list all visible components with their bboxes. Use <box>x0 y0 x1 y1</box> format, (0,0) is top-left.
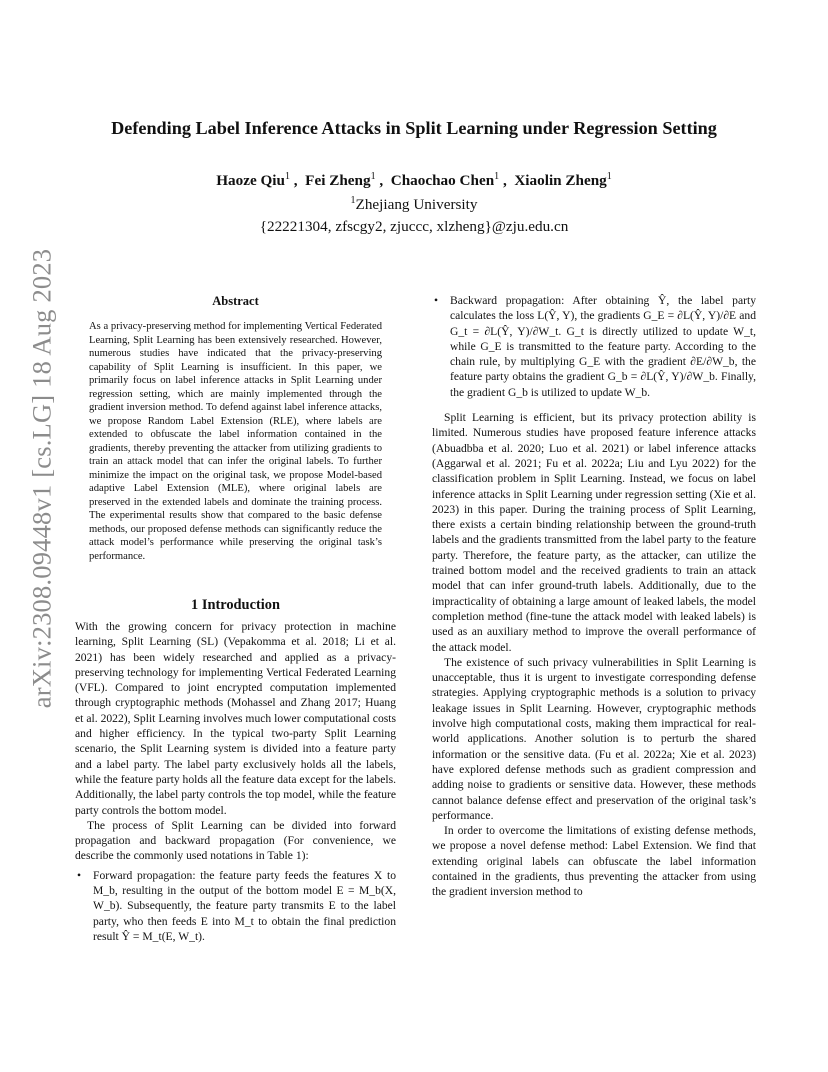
author-name: Xiaolin Zheng <box>514 172 607 190</box>
affiliation <box>80 195 748 214</box>
bullet-icon: • <box>434 294 439 307</box>
abstract-heading: Abstract <box>212 294 259 308</box>
author-affil-mark: 1 <box>606 171 612 182</box>
paper-title: Defending Label Inference Attacks in Split Learning under Regression Setting <box>111 118 717 138</box>
author-affil-mark: 1 <box>494 171 500 182</box>
author-list: Haoze Qiu$^1$ , Fei Zheng$^1$ , Chaochao Chen$^1$ , Xiaolin Zheng$^1$ <box>216 171 612 190</box>
author-emails: {22221304, zfscgy2, zjuccc, xlzheng}@zju.edu.cn <box>259 218 569 235</box>
bullet-backward-text: Backward propagation: After obtaining Ŷ, the label party calculates the loss L(Ŷ, Y), the gradients G_E = ∂L(Ŷ, Y)/∂E and G_t = ∂L(Ŷ, Y)/∂W_t. G_t is directly utilized to update W_t, while G_E is transmitted to the feature party. According to the chain rule, by multiplying G_E with the gradient ∂E/∂W_b, the feature party obtains the gradient G_b = ∂L(Ŷ, Y)/∂W_b. Finally, the gradient G_b is utilized to update W_b. <box>450 294 756 399</box>
section-heading-introduction: 1 Introduction <box>191 597 280 613</box>
author-name: Fei Zheng <box>305 172 371 190</box>
intro-paragraph-5: In order to overcome the limitations of existing defense methods, we propose a novel defense method: Label Extension. We find that extending original labels can obfuscate the label information contained in the gradients, thus preventing the attacker from using the gradient inversion method to <box>432 824 756 899</box>
author-name: Chaochao Chen <box>390 172 495 190</box>
intro-paragraph-3: Split Learning is efficient, but its privacy protection ability is limited. Numerous studies have proposed feature inference attacks (Abuadbba et al. 2020; Luo et al. 2021) or label inference attacks (Aggarwal et al. 2021; Fu et al. 2022a; Liu and Lyu 2022) for the classification problem in Split Learning. Instead, we focus on label inference attacks in Split Learning under regression setting (Xie et al. 2023) in this paper. During the training process of Split Learning, there exists a certain binding relationship between the ground-truth labels and the gradients transmitted from the label party to the feature party. Therefore, the feature party, as the attacker, can utilize the trained bottom model and the received gradients to train an attack model that can infer ground-truth labels. Additionally, due to the impracticality of obtaining a large amount of leaked labels, the model completion method (fine-tune the attack model with leaked labels) is used as an auxiliary method to improve the overall performance of the attack model. <box>432 411 756 654</box>
author-name: Haoze Qiu <box>216 172 285 190</box>
right-column-body <box>432 293 756 900</box>
bullet-backward-propagation <box>432 293 756 400</box>
affiliation-mark: 1 <box>350 195 356 206</box>
arxiv-identifier-text: arXiv:2308.09448v1 [cs.LG] 18 Aug 2023 <box>26 248 57 708</box>
intro-paragraph-2: The process of Split Learning can be divided into forward propagation and backward propagation (For convenience, we describe the commonly used notations in Table 1): <box>75 818 396 863</box>
bullet-icon: • <box>77 868 82 882</box>
abstract-text: As a privacy-preserving method for implementing Vertical Federated Learning, Split Learning has been extensively researched. However, numerous studies have indicated that the privacy-preserving capability of Split Learning is insufficient. In this paper, we primarily focus on label inference attacks in Split Learning under regression setting, which are mainly implemented through the gradient inversion method. To defend against label inference attacks, we propose Random Label Extension (RLE), where labels are extended to obfuscate the label information contained in the gradients, thereby preventing the attacker from utilizing gradients to train an attack model that can infer the original labels. To further minimize the impact on the original task, we propose Model-based adaptive Label Extension (MLE), where original labels are preserved in the extended labels and dominate the training process. The experimental results show that compared to the basic defense methods, our proposed defense methods can significantly reduce the attack model’s performance while preserving the original task’s performance. <box>89 321 382 562</box>
bullet-forward-propagation <box>75 868 396 944</box>
intro-paragraph-4: The existence of such privacy vulnerabilities in Split Learning is unacceptable, thus it is urgent to investigate corresponding defense strategies. Applying cryptographic methods is a solution to privacy leakage issues in Split Learning. However, cryptographic methods involve high computational costs, making them impractical for real-world applications. Another solution is to perturb the shared information or the sensitive data. (Fu et al. 2022a; Xie et al. 2023) have explored defense methods such as gradient compression and adding noise to gradients or sensitive data. However, these methods cannot balance defense effect and preservation of the original task’s performance. <box>432 655 756 822</box>
author-affil-mark: 1 <box>284 171 290 182</box>
author-affil-mark: 1 <box>370 171 376 182</box>
affiliation-name: Zhejiang University <box>355 196 478 214</box>
intro-paragraph-1: With the growing concern for privacy protection in machine learning, Split Learning (SL) (Vepakomma et al. 2018; Li et al. 2021) has been widely researched and applied as a privacy-preserving technology for implementing Vertical Federated Learning (VFL). Compared to joint encrypted computation implemented through cryptographic methods (Mohassel and Zhang 2017; Huang et al. 2022), Split Learning involves much lower computational costs and higher efficiency. In the typical two-party Split Learning scenario, the Split Learning system is divided into a feature party and a label party. The label party exclusively holds all the labels, while the feature party holds all the feature data except for the labels. Additionally, the label party controls the top model, while the feature party controls the bottom model. <box>75 620 396 817</box>
bullet-forward-text: Forward propagation: the feature party feeds the features X to M_b, resulting in the output of the bottom model E = M_b(X, W_b). Subsequently, the feature party transmits E to the label party, who then feeds E into M_t to obtain the final prediction result Ŷ = M_t(E, W_t). <box>93 868 396 943</box>
left-column-body <box>75 619 396 944</box>
arxiv-identifier <box>22 248 62 708</box>
